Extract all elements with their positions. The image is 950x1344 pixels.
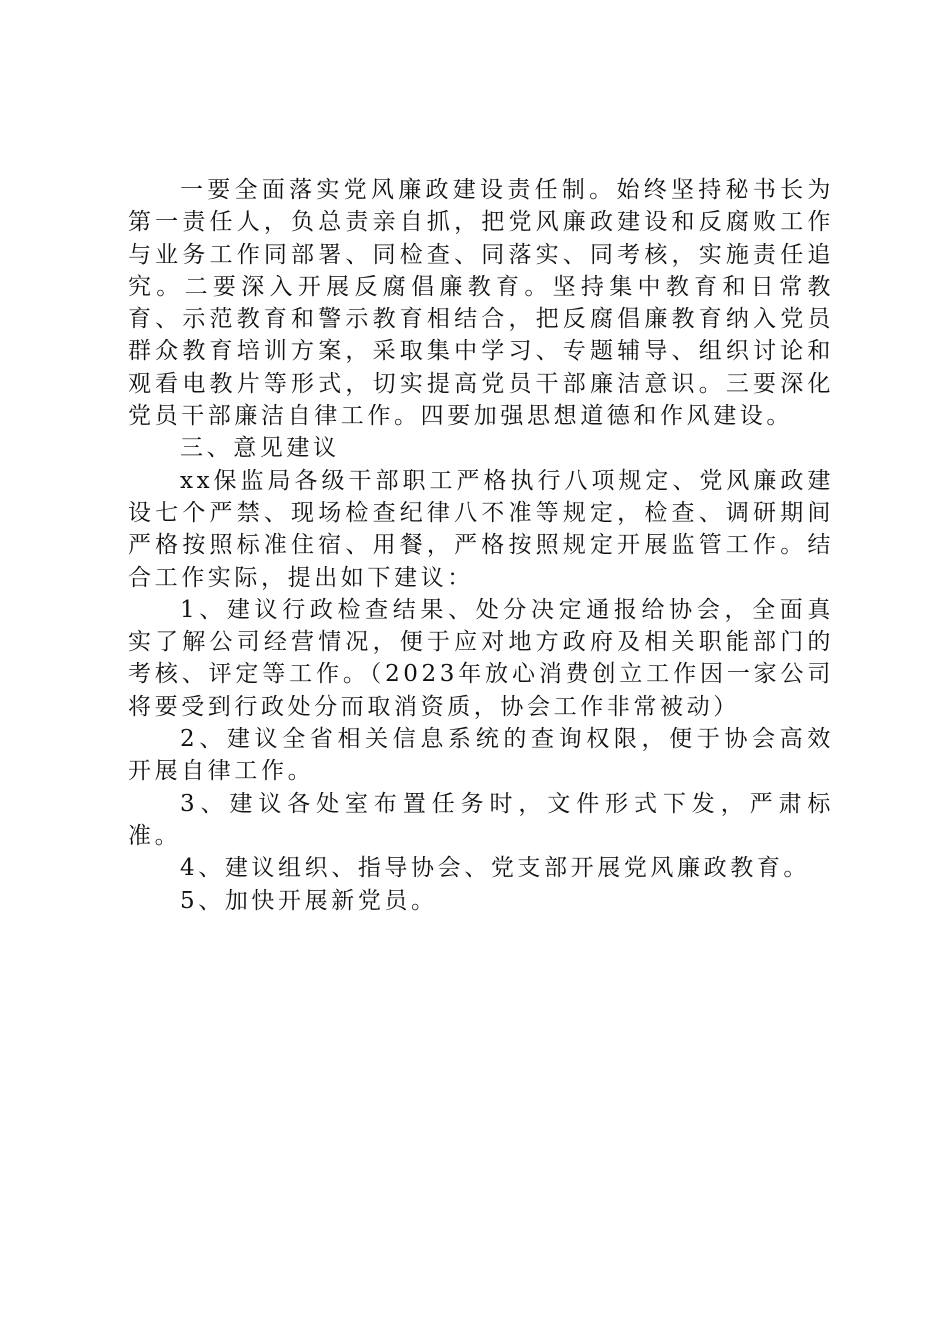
suggestion-item-1: 1、建议行政检查结果、处分决定通报给协会，全面真实了解公司经营情况，便于应对地方政府及相关职能部门的考核、评定等工作。（2023年放心消费创立工作因一家公司将要受到行政处分而取消资质，协会工作非常被动） [128, 596, 834, 720]
suggestion-item-5: 5、加快开展新党员。 [180, 887, 438, 914]
paragraph-intro: xx保监局各级干部职工严格执行八项规定、党风廉政建设七个严禁、现场检查纪律八不准等规定，检查、调研期间严格按照标准住宿、用餐，严格按照规定开展监管工作。结合工作实际，提出如下建议： [128, 467, 834, 591]
suggestion-item-4: 4、建议组织、指导协会、党支部开展党风廉政教育。 [180, 855, 811, 882]
paragraph-responsibility: 一要全面落实党风廉政建设责任制。始终坚持秘书长为第一责任人，负总责亲自抓，把党风廉政建设和反腐败工作与业务工作同部署、同检查、同落实、同考核，实施责任追究。二要深入开展反腐倡廉教育。坚持集中教育和日常教育、示范教育和警示教育相结合，把反腐倡廉教育纳入党员群众教育培训方案，采取集中学习、专题辅导、组织讨论和观看电教片等形式，切实提高党员干部廉洁意识。三要深化党员干部廉洁自律工作。四要加强思想道德和作风建设。 [128, 177, 834, 430]
section-heading-suggestions: 三、意见建议 [180, 435, 340, 462]
suggestion-item-3: 3、建议各处室布置任务时，文件形式下发，严肃标准。 [128, 790, 834, 849]
suggestion-item-2: 2、建议全省相关信息系统的查询权限，便于协会高效开展自律工作。 [128, 726, 834, 785]
document-body [128, 174, 834, 917]
